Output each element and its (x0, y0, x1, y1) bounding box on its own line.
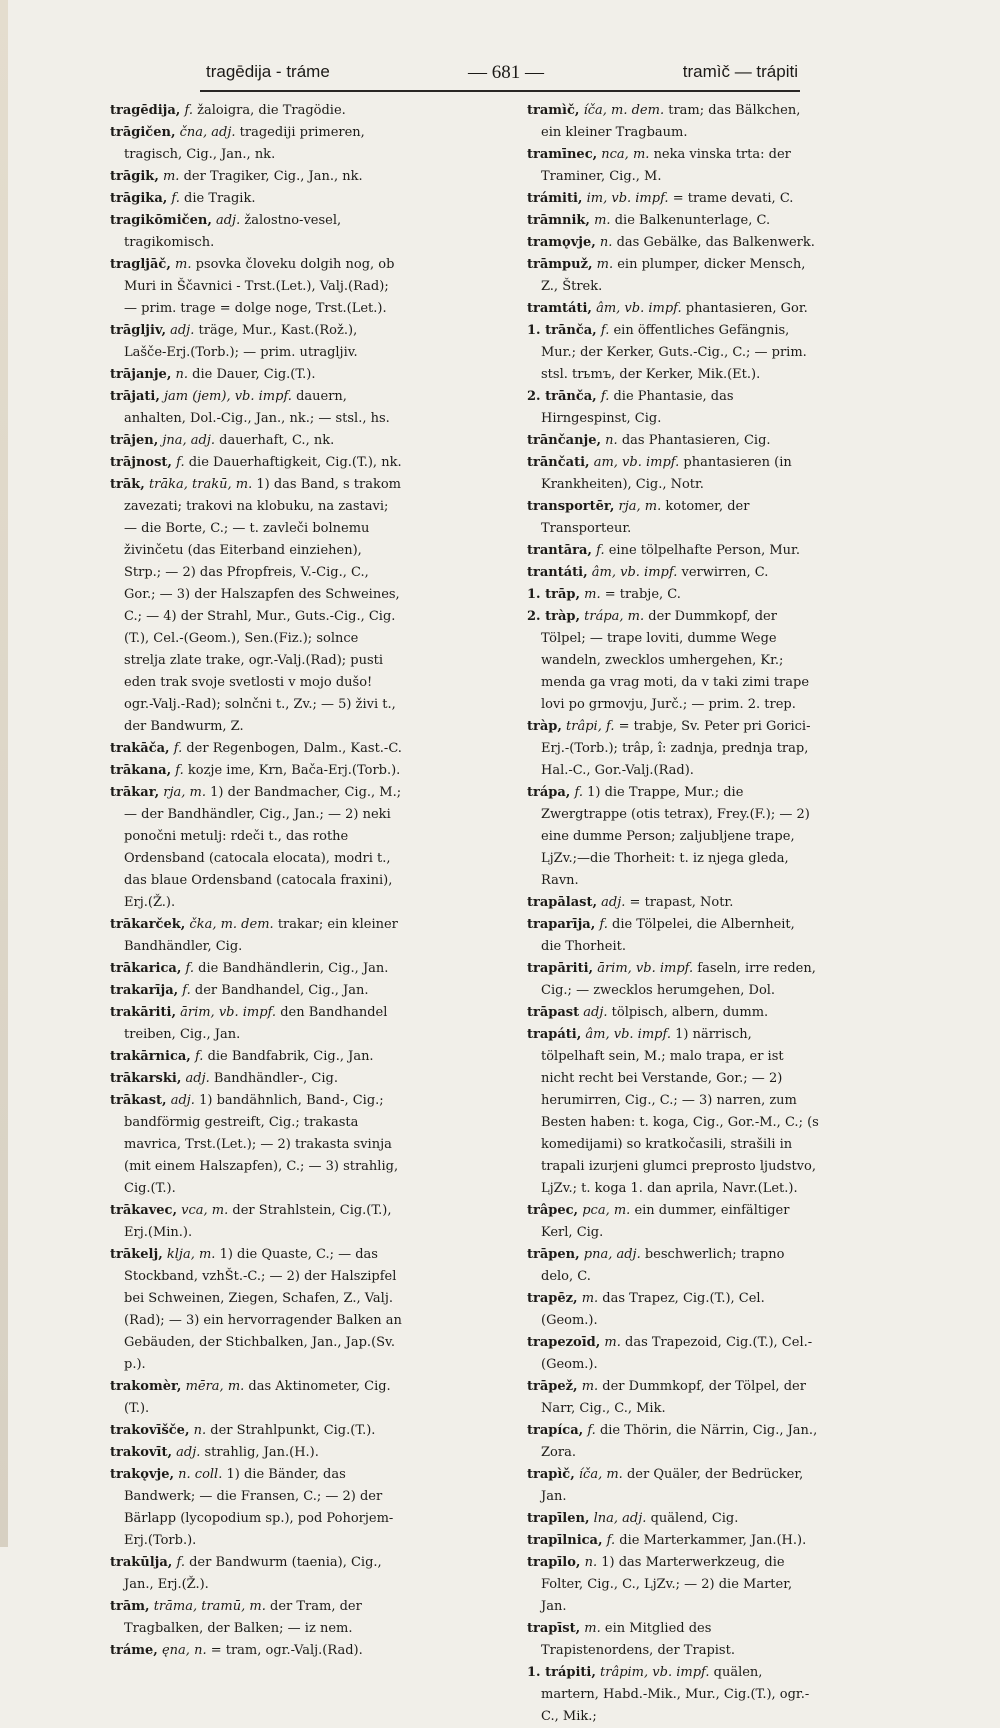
entry-headword: trapíca, (527, 1423, 584, 1438)
entry-definition: quälen, martern, Habd.-Mik., Mur., Cig.(T.), ogr.-C., Mik.; (541, 1665, 810, 1724)
entry-grammar: m. (596, 257, 614, 272)
entry-headword: trāgljiv, (110, 323, 166, 338)
dictionary-entry (527, 606, 819, 716)
entry-definition: die Phantasie, das Hirngespinst, Cig. (541, 389, 734, 426)
dictionary-entry (527, 1200, 819, 1244)
entry-grammar: f. (596, 543, 605, 558)
entry-headword: trâpec, (527, 1203, 579, 1218)
entry-grammar: adj. (215, 213, 241, 228)
dictionary-entry (110, 738, 402, 760)
entry-definition: tölpisch, albern, dumm. (611, 1005, 769, 1020)
entry-grammar: f. (176, 1555, 185, 1570)
entry-grammar: f. (185, 961, 194, 976)
entry-grammar: f. (182, 983, 191, 998)
entry-headword: trapēz, (527, 1291, 578, 1306)
entry-grammar: m. (584, 1621, 601, 1636)
entry-grammar: jam (jem), vb. impf. (164, 389, 292, 404)
entry-definition: der Dummkopf, der Tölpel, der Narr, Cig., C., Mik. (541, 1379, 806, 1416)
entry-definition: das Trapez, Cig.(T.), Cel.(Geom.). (541, 1291, 765, 1328)
entry-definition: 1) das Marterwerkzeug, die Folter, Cig., C., LjZv.; — 2) die Marter, Jan. (541, 1555, 793, 1614)
dictionary-entry (527, 100, 819, 144)
entry-headword: tragikōmičen, (110, 213, 212, 228)
entry-headword: trapáti, (527, 1027, 582, 1042)
entry-headword: trākana, (110, 763, 172, 778)
dictionary-entry (110, 254, 402, 320)
entry-grammar: adj. (583, 1005, 608, 1020)
entry-headword: tràp, (527, 719, 562, 734)
entry-grammar: f. (606, 1533, 616, 1548)
entry-headword: 1. trāp, (527, 587, 580, 602)
entry-definition: phantasieren, Gor. (685, 301, 808, 316)
entry-grammar: im, vb. impf. (586, 191, 669, 206)
entry-definition: strahlig, Jan.(H.). (204, 1445, 319, 1460)
entry-grammar: n. (175, 367, 189, 382)
dictionary-entry (110, 1046, 402, 1068)
entry-grammar: m. (584, 587, 601, 602)
entry-grammar: n. (193, 1423, 207, 1438)
entry-headword: trakovīt, (110, 1445, 172, 1460)
entry-headword: trākar, (110, 785, 160, 800)
header-left-guideword: tragēdija - tráme (206, 62, 330, 81)
entry-definition: = tram, ogr.-Valj.(Rad). (210, 1643, 363, 1658)
entry-grammar: adj. (170, 1093, 195, 1108)
entry-headword: 1. trápiti, (527, 1665, 596, 1680)
entry-grammar: f. (173, 741, 183, 756)
entry-definition: die Tölpelei, die Albernheit, die Thorheit. (541, 917, 795, 954)
entry-headword: trākarček, (110, 917, 186, 932)
entry-headword: trānčanje, (527, 433, 602, 448)
dictionary-entry (527, 1002, 819, 1024)
entry-definition: žaloigra, die Tragödie. (197, 103, 346, 118)
entry-definition: phantasieren (in Krankheiten), Cig., Notr. (541, 455, 792, 492)
dictionary-entry (527, 496, 819, 540)
dictionary-entry (110, 1640, 402, 1662)
entry-definition: der Strahlstein, Cig.(T.), Erj.(Min.). (124, 1203, 392, 1240)
entry-definition: neka vinska trta: der Traminer, Cig., M. (541, 147, 791, 184)
entry-definition: der Tragiker, Cig., Jan., nk. (183, 169, 363, 184)
dictionary-entry (527, 188, 819, 210)
entry-definition: 1) die Quaste, C.; — das Stockband, vzhŠt.-C.; — 2) der Halszipfel bei Schweinen, Ziegen, Schafen, Z., Valj.(Rad); — 3) ein hervorragender Balken an Gebäuden, der Stichbalken, Jan., Jap.(Sv. p.). (124, 1247, 402, 1372)
entry-headword: trājati, (110, 389, 160, 404)
entry-headword: trākelj, (110, 1247, 163, 1262)
entry-grammar: f. (171, 191, 180, 206)
dictionary-entry (527, 1376, 819, 1420)
entry-headword: trāgik, (110, 169, 159, 184)
entry-grammar: n. (599, 235, 613, 250)
dictionary-entry (110, 100, 402, 122)
entry-headword: trakarīja, (110, 983, 179, 998)
entry-headword: trājnost, (110, 455, 172, 470)
entry-grammar: čka, m. dem. (189, 917, 274, 932)
entry-definition: beschwerlich; trapno delo, C. (541, 1247, 785, 1284)
dictionary-entry (527, 958, 819, 1002)
entry-definition: quälend, Cig. (650, 1511, 739, 1526)
entry-headword: trākarski, (110, 1071, 182, 1086)
entry-grammar: adj. (601, 895, 626, 910)
dictionary-entry (527, 584, 819, 606)
dictionary-entry (527, 1552, 819, 1618)
entry-headword: trakovīšče, (110, 1423, 190, 1438)
entry-definition: der Bandhandel, Cig., Jan. (194, 983, 369, 998)
dictionary-entry (527, 254, 819, 298)
entry-grammar: adj. (185, 1071, 210, 1086)
entry-headword: 1. trānča, (527, 323, 597, 338)
dictionary-entry (527, 320, 819, 386)
entry-grammar: âm, vb. impf. (591, 565, 678, 580)
entry-grammar: m. (594, 213, 611, 228)
entry-definition: das Trapezoid, Cig.(T.), Cel.-(Geom.). (541, 1335, 813, 1372)
entry-grammar: n. coll. (178, 1467, 223, 1482)
entry-grammar: trāma, tramū, m. (153, 1599, 266, 1614)
entry-grammar: f. (184, 103, 193, 118)
entry-definition: tram; das Bälkchen, ein kleiner Tragbaum. (541, 103, 801, 140)
entry-definition: die Dauer, Cig.(T.). (192, 367, 316, 382)
dictionary-entry (110, 1464, 402, 1552)
entry-definition: psovka človeku dolgih nog, ob Muri in Ščavnici - Trst.(Let.), Valj.(Rad); — prim. trage = dolge noge, Trst.(Let.). (124, 257, 395, 316)
entry-headword: trapāriti, (527, 961, 594, 976)
entry-grammar: m. (581, 1379, 599, 1394)
entry-headword: trakūlja, (110, 1555, 173, 1570)
dictionary-entry (527, 562, 819, 584)
entry-headword: trakāriti, (110, 1005, 176, 1020)
entry-definition: die Tragik. (184, 191, 256, 206)
entry-grammar: trápa, m. (584, 609, 645, 624)
entry-definition: faseln, irre reden, Cig.; — zwecklos herumgehen, Dol. (541, 961, 816, 998)
entry-headword: 2. trānča, (527, 389, 597, 404)
dictionary-entry (527, 386, 819, 430)
dictionary-entry (527, 540, 819, 562)
dictionary-entry (110, 430, 402, 452)
entry-headword: traparīja, (527, 917, 596, 932)
dictionary-entry (527, 1332, 819, 1376)
entry-headword: trapīlo, (527, 1555, 581, 1570)
dictionary-entry (527, 1530, 819, 1552)
entry-headword: tramtáti, (527, 301, 592, 316)
entry-definition: die Dauerhaftigkeit, Cig.(T.), nk. (188, 455, 402, 470)
header-right-guideword: tramìč — trápiti (682, 62, 798, 81)
dictionary-entry (527, 1662, 819, 1728)
entry-definition: = trabje, C. (604, 587, 681, 602)
entry-grammar: am, vb. impf. (593, 455, 680, 470)
entry-grammar: f. (587, 1423, 596, 1438)
entry-headword: trakāča, (110, 741, 170, 756)
entry-grammar: pca, m. (582, 1203, 631, 1218)
entry-grammar: âm, vb. impf. (596, 301, 682, 316)
entry-grammar: čna, adj. (179, 125, 236, 140)
entry-definition: der Bandwurm (taenia), Cig., Jan., Erj.(Ž.). (124, 1555, 382, 1592)
entry-definition: 1) bandähnlich, Band-, Cig.; bandförmig gestreift, Cig.; trakasta mavrica, Trst.(Let.); — 2) trakasta svinja (mit einem Halszapfen), C.; — 3) strahlig, Cig.(T.). (124, 1093, 399, 1196)
entry-headword: trāpast (527, 1005, 580, 1020)
entry-definition: trakar; ein kleiner Bandhändler, Cig. (124, 917, 398, 954)
dictionary-entry (110, 1068, 402, 1090)
entry-headword: trápa, (527, 785, 571, 800)
entry-definition: das Gebälke, das Balkenwerk. (616, 235, 815, 250)
entry-definition: dauerhaft, C., nk. (219, 433, 335, 448)
entry-grammar: âm, vb. impf. (585, 1027, 671, 1042)
entry-definition: tragediji primeren, tragisch, Cig., Jan., nk. (124, 125, 365, 162)
entry-definition: die Bandfabrik, Cig., Jan. (207, 1049, 374, 1064)
entry-definition: der Dummkopf, der Tölpel; — trape loviti, dumme Wege wandeln, zwecklos umhergehen, Kr.; menda ga vrag moti, da v taki zimi trape lovi po grmovju, Jurč.; — prim. 2. trep. (541, 609, 810, 712)
dictionary-entry (527, 782, 819, 892)
entry-headword: trapīst, (527, 1621, 581, 1636)
entry-headword: trākarica, (110, 961, 182, 976)
running-header (200, 58, 800, 88)
dictionary-entry (110, 1596, 402, 1640)
dictionary-entry (527, 716, 819, 782)
entry-headword: trakǫvje, (110, 1467, 175, 1482)
entry-definition: 1) das Band, s trakom zavezati; trakovi na klobuku, na zastavi; — die Borte, C.; — t. zavleči bolnemu živinčetu (das Eiterband einziehen), Strp.; — 2) das Pfropfreis, V.-Cig., C., Gor.; — 3) der Halszapfen des Schweines, C.; — 4) der Strahl, Mur., Guts.-Cig., Cig.(T.), Cel.-(Geom.), Sen.(Fiz.); solnce strelja zlate trake, ogr.-Valj.(Rad); pusti eden trak svoje svetlosti v mojo dušo! ogr.-Valj.-Rad); solnčni t., Zv.; — 5) živi t., der Bandwurm, Z. (124, 477, 401, 734)
dictionary-entry (110, 1090, 402, 1200)
dictionary-entry (110, 452, 402, 474)
entry-headword: trāmpuž, (527, 257, 593, 272)
entry-definition: der Strahlpunkt, Cig.(T.). (210, 1423, 376, 1438)
entry-definition: kozje ime, Krn, Bača-Erj.(Torb.). (187, 763, 401, 778)
entry-grammar: f. (194, 1049, 204, 1064)
entry-definition: träge, Mur., Kast.(Rož.), Lašče-Erj.(Torb.); — prim. utragljiv. (124, 323, 358, 360)
entry-grammar: m. (175, 257, 192, 272)
entry-grammar: f. (600, 389, 610, 404)
entry-grammar: ārim, vb. impf. (597, 961, 694, 976)
page-edge-shadow (0, 0, 8, 1547)
entry-definition: = trame devati, C. (672, 191, 794, 206)
dictionary-entry (110, 1200, 402, 1244)
entry-definition: kotomer, der Transporteur. (541, 499, 750, 536)
dictionary-entry (527, 232, 819, 254)
entry-grammar: n. (584, 1555, 598, 1570)
dictionary-entry (527, 430, 819, 452)
entry-definition: eine tölpelhafte Person, Mur. (608, 543, 800, 558)
dictionary-entry (527, 298, 819, 320)
entry-headword: trāgika, (110, 191, 168, 206)
entry-definition: die Marterkammer, Jan.(H.). (619, 1533, 807, 1548)
entry-headword: trakomèr, (110, 1379, 182, 1394)
page-number: — 681 — (468, 62, 544, 83)
entry-headword: trantāra, (527, 543, 592, 558)
entry-definition: das Aktinometer, Cig.(T.). (124, 1379, 391, 1416)
entry-definition: ein dummer, einfältiger Kerl, Cig. (541, 1203, 790, 1240)
entry-headword: trapìč, (527, 1467, 575, 1482)
entry-grammar: n. (605, 433, 618, 448)
entry-definition: 1) die Trappe, Mur.; die Zwergtrappe (otis tetrax), Frey.(F.); — 2) eine dumme Person; zaljubljene trape, LjZv.;—die Thorheit: t. iz njega gleda, Ravn. (541, 785, 810, 888)
dictionary-entry (110, 958, 402, 980)
dictionary-entry (527, 452, 819, 496)
entry-definition: Bandhändler-, Cig. (213, 1071, 338, 1086)
dictionary-entry (110, 980, 402, 1002)
entry-headword: trāpen, (527, 1247, 580, 1262)
entry-definition: die Balkenunterlage, C. (614, 213, 771, 228)
entry-headword: trantáti, (527, 565, 588, 580)
entry-definition: ein plumper, dicker Mensch, Z., Štrek. (541, 257, 806, 294)
entry-headword: trām, (110, 1599, 150, 1614)
entry-definition: 1) der Bandmacher, Cig., M.; — der Bandhändler, Cig., Jan.; — 2) neki ponočni metulj: rdeči t., das rothe Ordensband (catocala elocata), modri t., das blaue Ordensband (catocala fraxini), Erj.(Ž.). (124, 785, 402, 910)
entry-headword: tramìč, (527, 103, 580, 118)
entry-definition: 1) die Bänder, das Bandwerk; — die Fransen, C.; — 2) der Bärlapp (lycopodium sp.), pod Pohorjem-Erj.(Torb.). (124, 1467, 394, 1548)
dictionary-entry (110, 188, 402, 210)
entry-headword: trājanje, (110, 367, 172, 382)
dictionary-entry (110, 1002, 402, 1046)
dictionary-entry (527, 1508, 819, 1530)
entry-headword: tramīnec, (527, 147, 598, 162)
entry-grammar: ārim, vb. impf. (180, 1005, 277, 1020)
entry-headword: trapīlnica, (527, 1533, 603, 1548)
entry-definition: der Tram, der Tragbalken, der Balken; — iz nem. (124, 1599, 362, 1636)
entry-definition: = trabje, Sv. Peter pri Gorici-Erj.-(Torb.); trâp, î: zadnja, prednja trap, Hal.-C., Gor.-Valj.(Rad). (541, 719, 811, 778)
entry-grammar: f. (574, 785, 583, 800)
entry-headword: tragēdija, (110, 103, 181, 118)
dictionary-entry (110, 364, 402, 386)
dictionary-entry (110, 1244, 402, 1376)
entry-grammar: trāka, trakū, m. (148, 477, 253, 492)
entry-grammar: nca, m. (601, 147, 650, 162)
entry-headword: trapālast, (527, 895, 598, 910)
entry-headword: trāk, (110, 477, 145, 492)
entry-headword: 2. tràp, (527, 609, 580, 624)
dictionary-entry (527, 144, 819, 188)
entry-headword: trakārnica, (110, 1049, 191, 1064)
header-rule (200, 90, 800, 92)
dictionary-entry (110, 320, 402, 364)
entry-grammar: m. (162, 169, 180, 184)
entry-headword: trākavec, (110, 1203, 177, 1218)
entry-grammar: m. (581, 1291, 599, 1306)
dictionary-entry (527, 1244, 819, 1288)
entry-grammar: ęna, n. (161, 1643, 207, 1658)
entry-grammar: íča, m. dem. (583, 103, 665, 118)
dictionary-entry (110, 122, 402, 166)
entry-grammar: rja, m. (163, 785, 207, 800)
entry-grammar: jna, adj. (162, 433, 216, 448)
entry-grammar: klja, m. (166, 1247, 216, 1262)
dictionary-entry (110, 1552, 402, 1596)
entry-grammar: adj. (170, 323, 195, 338)
dictionary-entry (527, 914, 819, 958)
left-column (110, 100, 402, 1658)
entry-headword: trapīlen, (527, 1511, 590, 1526)
entry-headword: trānčati, (527, 455, 590, 470)
entry-grammar: mēra, m. (185, 1379, 245, 1394)
entry-definition: 1) närrisch, tölpelhaft sein, M.; malo trapa, er ist nicht recht bei Verstande, Gor.; — 2) herumirren, Cig., C.; — 3) narren, zum Besten haben: t. koga, Cig., Gor.-M., C.; (s komedijami) so kratkočasili, strašili in trapali izurjeni glumci preprosto ljudstvo, LjZv.; t. koga 1. dan aprila, Navr.(Let.). (541, 1027, 819, 1196)
entry-grammar: f. (599, 917, 608, 932)
entry-grammar: trâpi, f. (566, 719, 615, 734)
entry-definition: der Quäler, der Bedrücker, Jan. (541, 1467, 804, 1504)
entry-headword: trāpež, (527, 1379, 578, 1394)
entry-definition: die Bandhändlerin, Cig., Jan. (198, 961, 389, 976)
dictionary-entry (110, 210, 402, 254)
entry-grammar: f. (176, 455, 185, 470)
dictionary-entry (527, 1288, 819, 1332)
entry-definition: dauern, anhalten, Dol.-Cig., Jan., nk.; — stsl., hs. (124, 389, 390, 426)
entry-grammar: m. (604, 1335, 621, 1350)
entry-grammar: f. (600, 323, 610, 338)
entry-grammar: vca, m. (181, 1203, 229, 1218)
dictionary-entry (527, 892, 819, 914)
entry-definition: = trapast, Notr. (629, 895, 734, 910)
entry-headword: trājen, (110, 433, 159, 448)
dictionary-entry (527, 1618, 819, 1662)
entry-grammar: íča, m. (578, 1467, 623, 1482)
entry-headword: tramǫvje, (527, 235, 596, 250)
entry-grammar: rja, m. (618, 499, 662, 514)
entry-headword: trámiti, (527, 191, 583, 206)
entry-definition: žalostno-vesel, tragikomisch. (124, 213, 342, 250)
right-column (527, 100, 819, 1724)
dictionary-entry (110, 386, 402, 430)
entry-definition: das Phantasieren, Cig. (621, 433, 771, 448)
dictionary-entry (110, 166, 402, 188)
dictionary-entry (527, 1464, 819, 1508)
dictionary-entry (110, 1442, 402, 1464)
entry-grammar: pna, adj. (583, 1247, 641, 1262)
entry-headword: transportēr, (527, 499, 615, 514)
entry-definition: die Thörin, die Närrin, Cig., Jan., Zora. (541, 1423, 818, 1460)
dictionary-entry (110, 782, 402, 914)
entry-grammar: lna, adj. (593, 1511, 647, 1526)
entry-definition: ein Mitglied des Trapistenordens, der Trapist. (541, 1621, 735, 1658)
entry-headword: trākast, (110, 1093, 167, 1108)
entry-grammar: adj. (176, 1445, 201, 1460)
entry-headword: tragljāč, (110, 257, 171, 272)
dictionary-entry (110, 914, 402, 958)
dictionary-entry (527, 210, 819, 232)
entry-grammar: trâpim, vb. impf. (600, 1665, 710, 1680)
entry-headword: trāgičen, (110, 125, 176, 140)
entry-definition: ein öffentliches Gefängnis, Mur.; der Kerker, Guts.-Cig., C.; — prim. stsl. trьmъ, der Kerker, Mik.(Et.). (541, 323, 807, 382)
entry-headword: tráme, (110, 1643, 158, 1658)
dictionary-entry (110, 1420, 402, 1442)
entry-definition: der Regenbogen, Dalm., Kast.-C. (186, 741, 402, 756)
dictionary-entry (110, 474, 402, 738)
entry-definition: den Bandhandel treiben, Cig., Jan. (124, 1005, 388, 1042)
entry-definition: verwirren, C. (681, 565, 769, 580)
dictionary-entry (527, 1420, 819, 1464)
entry-headword: trapezoīd, (527, 1335, 601, 1350)
dictionary-entry (110, 760, 402, 782)
dictionary-entry (527, 1024, 819, 1200)
entry-headword: trāmnik, (527, 213, 590, 228)
dictionary-entry (110, 1376, 402, 1420)
entry-grammar: f. (175, 763, 184, 778)
